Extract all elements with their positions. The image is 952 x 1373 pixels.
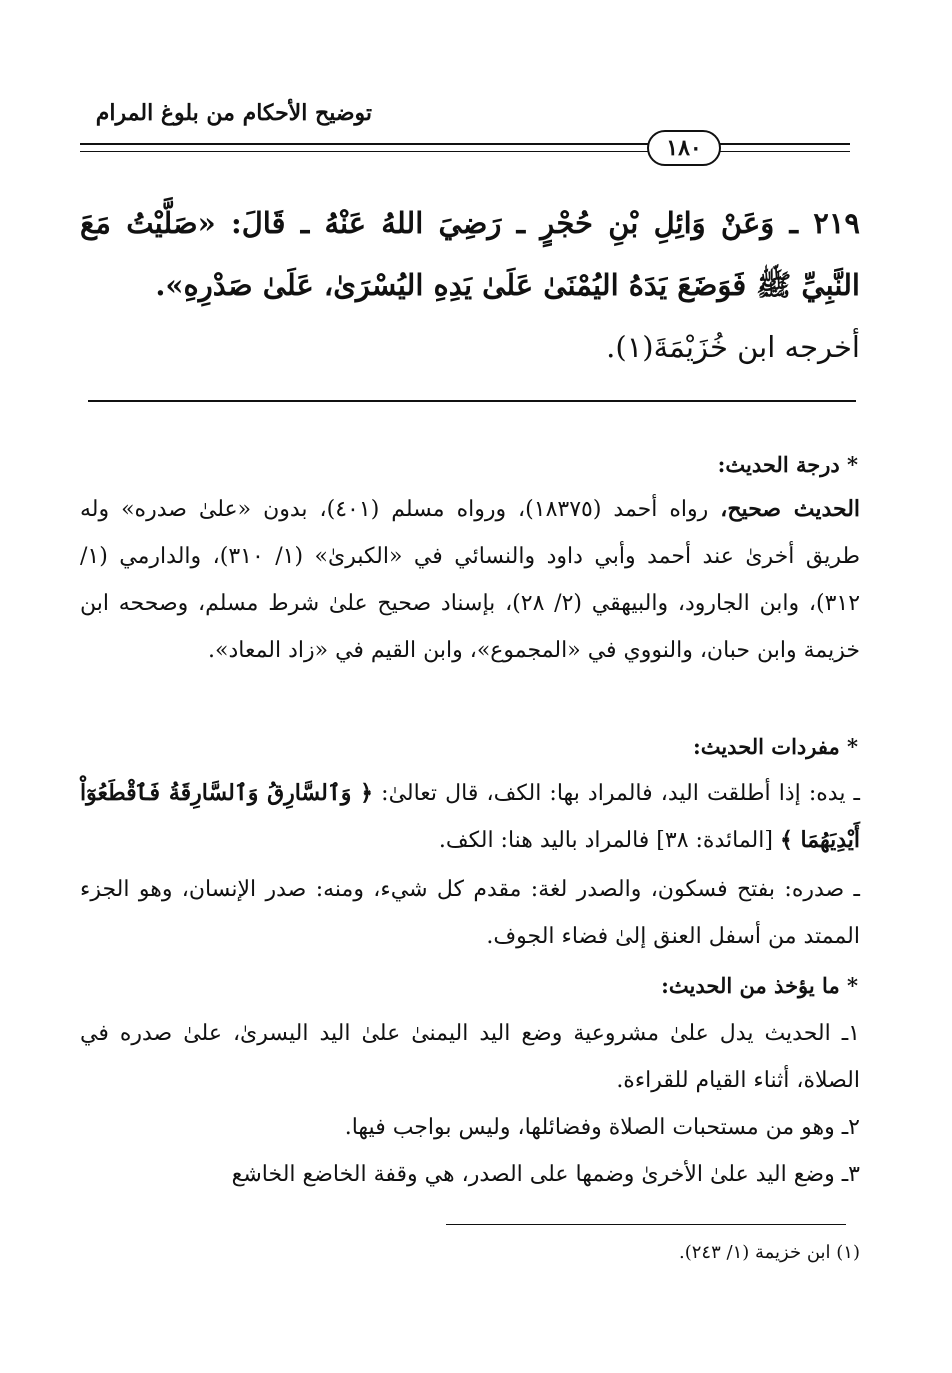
quran-verse: ﴿ وَٱلسَّارِقُ وَٱلسَّارِقَةُ فَٱقْطَعُوٓاْ أَيْدِيَهُمَا ﴾ [80,780,860,853]
running-title: توضيح الأحكام من بلوغ المرام [95,100,372,126]
vocab-item-chest [80,866,860,960]
hadith-text [80,192,860,378]
lesson-item-1: ١ـ الحديث يدل علىٰ مشروعية وضع اليد اليمنىٰ علىٰ اليد اليسرىٰ، علىٰ صدره في الصلاة، أثناء القيام للقراءة. [80,1021,860,1093]
hadith-body: ـ وَعَنْ وَائِلِ بْنِ حُجْرٍ ـ رَضِيَ اللهُ عَنْهُ ـ قَالَ: «صَلَّيْتُ مَعَ النَّبِيِّ ﷺ فَوَضَعَ يَدَهُ اليُمْنَىٰ عَلَىٰ يَدِهِ اليُسْرَىٰ، عَلَىٰ صَدْرِهِ». [80,206,860,302]
vocab-heading: * مفردات الحديث: [692,734,858,759]
lessons-heading: * ما يؤخذ من الحديث: [661,973,858,998]
grade-heading: * درجة الحديث: [717,452,858,477]
hadith-number: ٢١٩ [813,206,860,240]
section-divider [88,400,856,402]
page-number: ١٨٠ [647,130,721,166]
lesson-item-3: ٣ـ وضع اليد علىٰ الأخرىٰ وضمها على الصدر، هي وقفة الخاضع الخاشع [231,1162,860,1187]
vocab-item-hand-text: ـ يده: إذا أطلقت اليد، فالمراد بها: الكف، قال تعالىٰ: [381,781,861,806]
vocab-item-hand-ref: [المائدة: ٣٨] فالمراد باليد هنا: الكف. [438,828,773,853]
grade-lead: الحديث صحيح، [720,496,861,522]
hadith-source: أخرجه ابن خُزَيْمَةَ(١). [606,330,860,364]
footnote: (١) ابن خزيمة (١/ ٢٤٣). [679,1242,860,1263]
header-rule-bottom [80,151,850,152]
vocab-item-chest-text: ـ صدره: بفتح فسكون، والصدر لغة: مقدم كل شيء، ومنه: صدر الإنسان، وهو الجزء الممتد من أسفل العنق إلىٰ فضاء الجوف. [80,877,860,949]
vocab-item-hand [80,770,860,864]
header-rule-top [80,143,850,145]
grade-paragraph [80,486,860,674]
lesson-item-2: ٢ـ وهو من مستحبات الصلاة وفضائلها، وليس بواجب فيها. [344,1115,860,1140]
footnote-rule [446,1224,846,1225]
grade-text: رواه أحمد (١٨٣٧٥)، ورواه مسلم (٤٠١)، بدون «علىٰ صدره» وله طريق أخرىٰ عند أحمد وأبي داود والنسائي في «الكبرىٰ» (١/ ٣١٠)، والدارمي (١/ ٣١٢)، وابن الجارود، والبيهقي (٢/ ٢٨)، بإسناد صحيح علىٰ شرط مسلم، وصححه ابن خزيمة وابن حبان، والنووي في «المجموع»، وابن القيم في «زاد المعاد». [80,497,861,663]
